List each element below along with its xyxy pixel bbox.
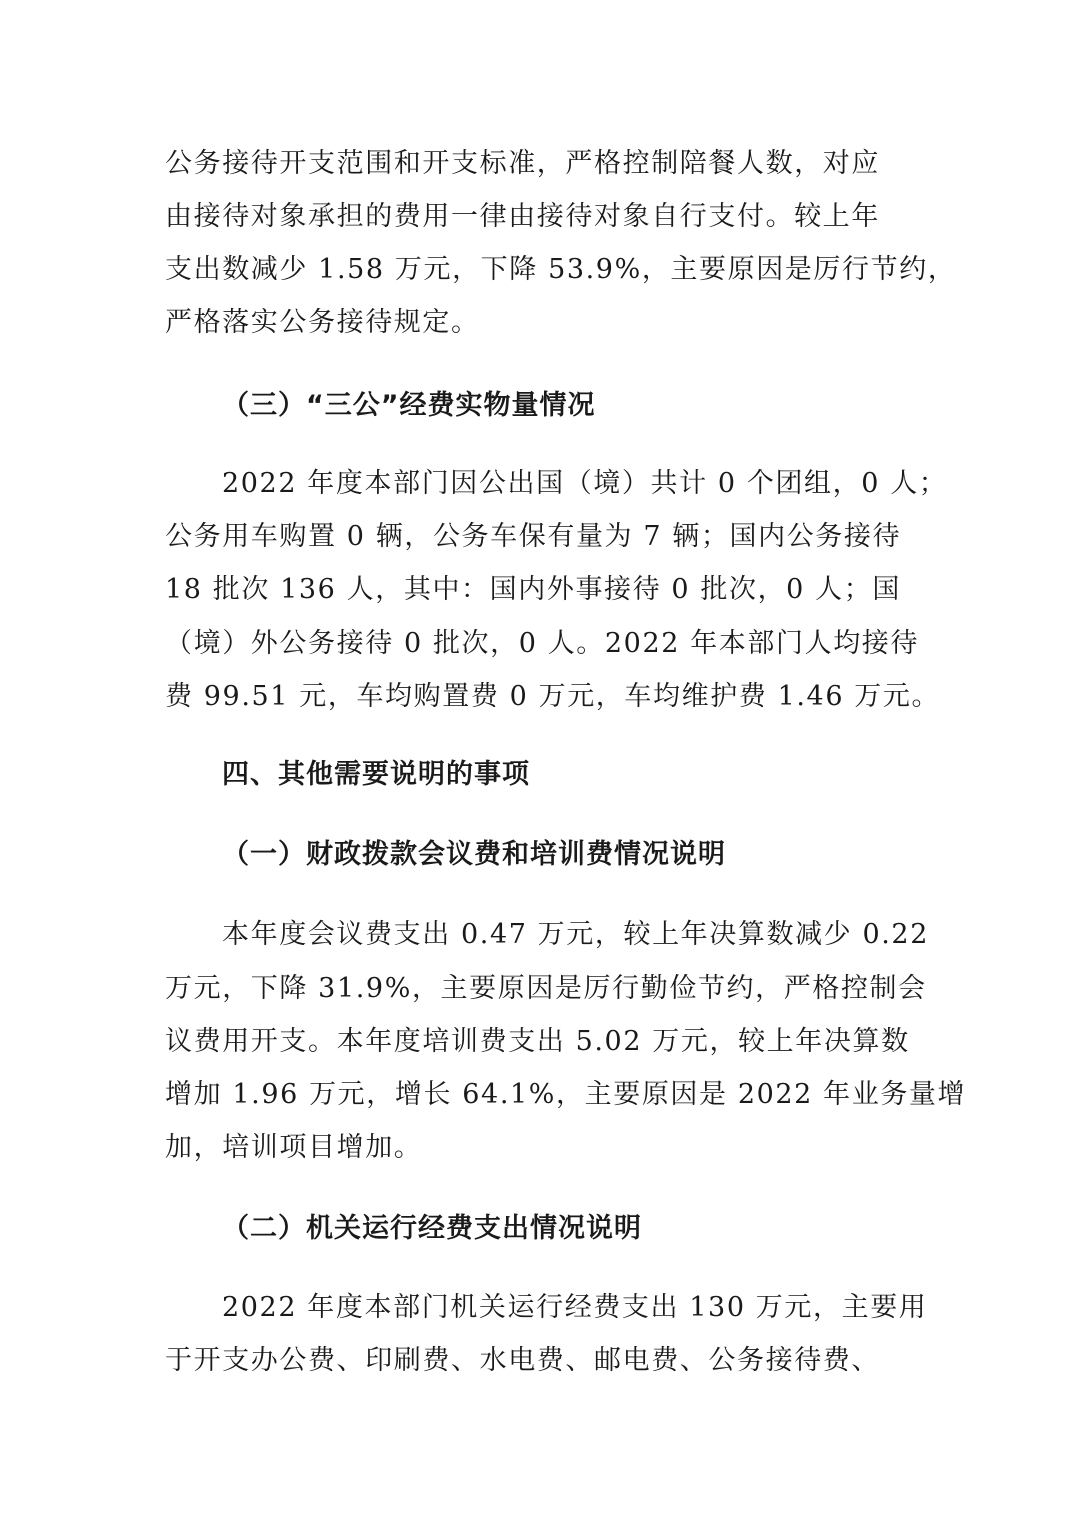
section-heading-meeting-training: （一）财政拨款会议费和培训费情况说明 xyxy=(222,839,726,870)
paragraph-line: 加，培训项目增加。 xyxy=(165,1132,423,1163)
paragraph-line: 公务用车购置 0 辆，公务车保有量为 7 辆；国内公务接待 xyxy=(165,521,902,552)
paragraph-line: （境）外公务接待 0 批次，0 人。2022 年本部门人均接待 xyxy=(165,628,919,659)
paragraph-line: 费 99.51 元，车均购置费 0 万元，车均维护费 1.46 万元。 xyxy=(165,681,941,712)
paragraph-line: 增加 1.96 万元，增长 64.1%，主要原因是 2022 年业务量增 xyxy=(165,1079,967,1110)
paragraph-line: 万元，下降 31.9%，主要原因是厉行勤俭节约，严格控制会 xyxy=(165,973,927,1004)
paragraph-line: 公务接待开支范围和开支标准，严格控制陪餐人数，对应 xyxy=(165,148,880,179)
paragraph-line: 2022 年度本部门机关运行经费支出 130 万元，主要用 xyxy=(222,1292,928,1323)
paragraph-line: 支出数减少 1.58 万元，下降 53.9%，主要原因是厉行节约， xyxy=(165,254,957,285)
section-heading-other-matters: 四、其他需要说明的事项 xyxy=(222,759,530,790)
paragraph-line: 由接待对象承担的费用一律由接待对象自行支付。较上年 xyxy=(165,201,880,232)
paragraph-line: 于开支办公费、印刷费、水电费、邮电费、公务接待费、 xyxy=(165,1345,880,1376)
paragraph-line: 议费用开支。本年度培训费支出 5.02 万元，较上年决算数 xyxy=(165,1026,910,1057)
paragraph-line: 严格落实公务接待规定。 xyxy=(165,307,480,338)
section-heading-san-gong-physical: （三）“三公”经费实物量情况 xyxy=(222,390,596,421)
paragraph-line: 2022 年度本部门因公出国（境）共计 0 个团组，0 人； xyxy=(222,468,948,499)
paragraph-line: 18 批次 136 人，其中：国内外事接待 0 批次，0 人；国 xyxy=(165,574,901,605)
paragraph-line: 本年度会议费支出 0.47 万元，较上年决算数减少 0.22 xyxy=(222,919,929,950)
section-heading-operating-expenses: （二）机关运行经费支出情况说明 xyxy=(222,1213,642,1244)
